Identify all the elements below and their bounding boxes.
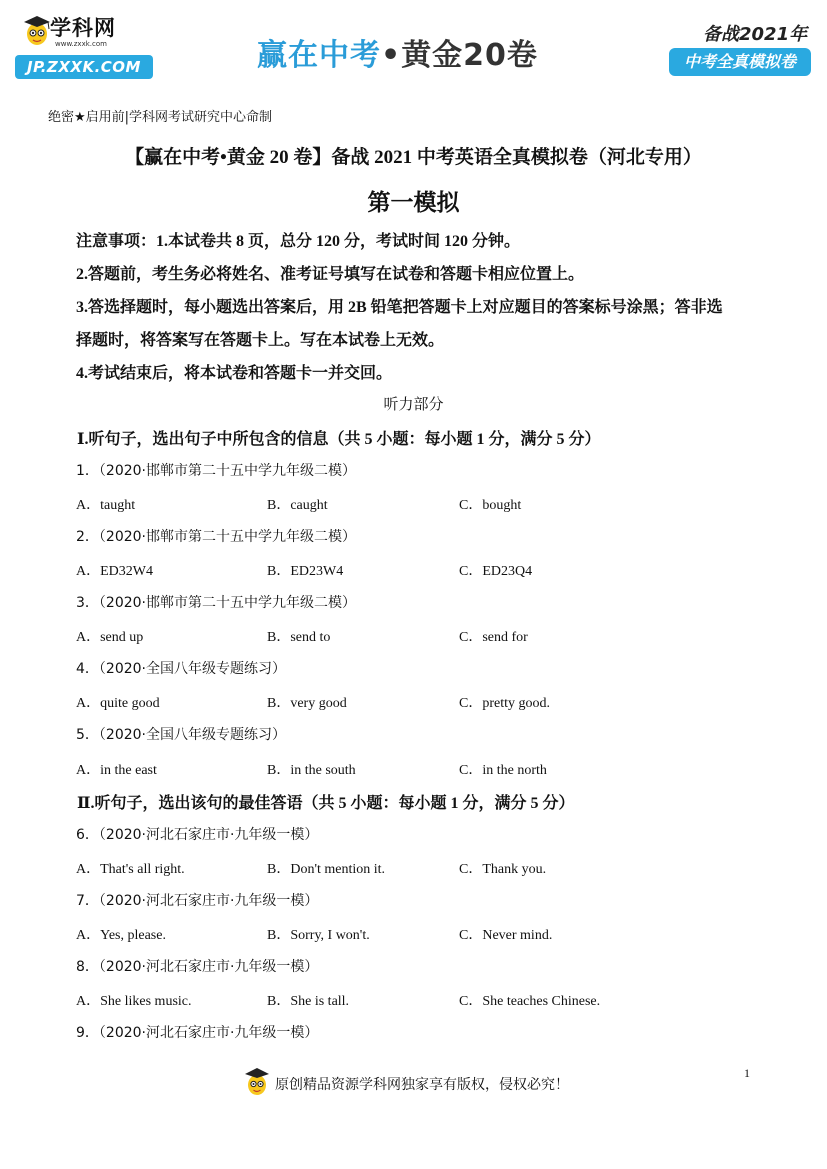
part2-heading: Ⅱ.听句子，选出该句的最佳答语（共 5 小题：每小题 1 分，满分 5 分） <box>77 795 575 812</box>
option-a: A．Yes, please. <box>76 928 166 943</box>
option-c: C．Never mind. <box>459 928 553 943</box>
note-line: 择题时，将答案写在答题卡上。写在本试卷上无效。 <box>76 332 445 349</box>
header-title-part1: 赢在中考 <box>257 38 381 73</box>
note-line: 注意事项：1.本试卷共 8 页，总分 120 分，考试时间 120 分钟。 <box>76 233 521 250</box>
header-title <box>257 30 538 74</box>
option-c: C．send for <box>459 630 528 645</box>
header-title-dot: • <box>381 38 402 73</box>
option-c: C．pretty good. <box>459 696 550 711</box>
option-b: B．very good <box>267 696 347 711</box>
question-source: 3．（2020·邯郸市第二十五中学九年级二模） <box>76 595 356 611</box>
note-line: 4.考试结束后，将本试卷和答题卡一并交回。 <box>76 365 393 382</box>
option-b: B．caught <box>267 498 328 513</box>
question-source: 8．（2020·河北石家庄市·九年级一模） <box>76 959 319 975</box>
note-line: 2.答题前，考生务必将姓名、准考证号填写在试卷和答题卡相应位置上。 <box>76 266 585 283</box>
header-year-tag: 备战2021年 <box>703 24 808 45</box>
mascot-footer-icon <box>244 1066 270 1098</box>
logo-url: www.zxxk.com <box>55 40 107 48</box>
option-b: B．ED23W4 <box>267 564 344 579</box>
mascot-logo-icon <box>22 14 52 48</box>
option-c: C．She teaches Chinese. <box>459 994 601 1009</box>
page-number: 1 <box>744 1066 750 1080</box>
question-source: 6．（2020·河北石家庄市·九年级一模） <box>76 827 319 843</box>
logo-name: 学科网 <box>50 16 116 40</box>
header-title-part2: 黄金20卷 <box>401 38 538 73</box>
document-title: 【赢在中考•黄金 20 卷】备战 2021 中考英语全真模拟卷（河北专用） <box>125 147 702 168</box>
option-c: C．bought <box>459 498 522 513</box>
option-a: A．quite good <box>76 696 160 711</box>
option-b: B．She is tall. <box>267 994 350 1009</box>
part1-heading: Ⅰ.听句子，选出句子中所包含的信息（共 5 小题：每小题 1 分，满分 5 分） <box>77 431 601 448</box>
question-source: 5．（2020·全国八年级专题练习） <box>76 727 286 743</box>
footer-copyright: 原创精品资源学科网独家享有版权，侵权必究！ <box>275 1077 569 1093</box>
question-source: 9．（2020·河北石家庄市·九年级一模） <box>76 1025 319 1041</box>
option-c: C．in the north <box>459 763 547 778</box>
option-b: B．Sorry, I won't. <box>267 928 370 943</box>
option-a: A．ED32W4 <box>76 564 153 579</box>
question-source: 1．（2020·邯郸市第二十五中学九年级二模） <box>76 463 356 479</box>
question-source: 2．（2020·邯郸市第二十五中学九年级二模） <box>76 529 356 545</box>
logo-badge: JP.ZXXK.COM <box>15 55 153 79</box>
option-a: A．taught <box>76 498 136 513</box>
note-line: 3.答选择题时，每小题选出答案后，用 2B 铅笔把答题卡上对应题目的答案标号涂黑；答非选 <box>76 299 723 316</box>
question-source: 7．（2020·河北石家庄市·九年级一模） <box>76 893 319 909</box>
header-badge: 中考全真模拟卷 <box>669 48 811 76</box>
option-a: A．send up <box>76 630 144 645</box>
option-b: B．Don't mention it. <box>267 862 386 877</box>
document-subtitle: 第一模拟 <box>367 190 460 216</box>
confidential-line: 绝密★启用前|学科网考试研究中心命制 <box>48 110 273 125</box>
option-a: A．That's all right. <box>76 862 185 877</box>
section-title: 听力部分 <box>383 395 444 413</box>
option-c: C．Thank you. <box>459 862 547 877</box>
option-a: A．in the east <box>76 763 157 778</box>
option-c: C．ED23Q4 <box>459 564 533 579</box>
option-a: A．She likes music. <box>76 994 192 1009</box>
question-source: 4．（2020·全国八年级专题练习） <box>76 661 286 677</box>
option-b: B．send to <box>267 630 331 645</box>
option-b: B．in the south <box>267 763 356 778</box>
